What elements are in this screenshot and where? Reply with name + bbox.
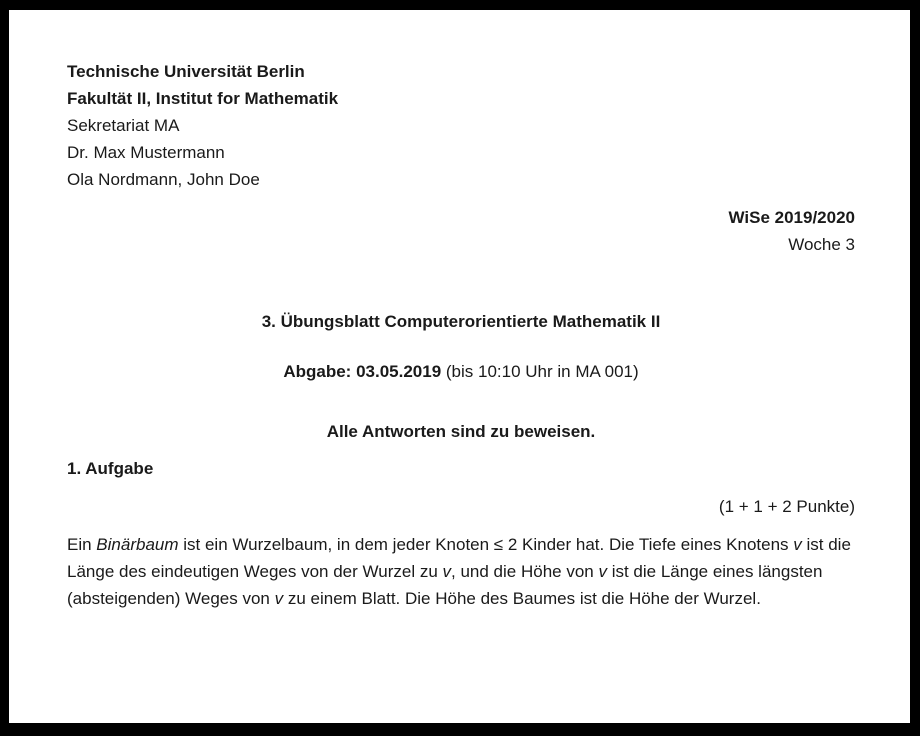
letterhead bbox=[67, 58, 855, 193]
exercise-points: (1 + 1 + 2 Punkte) bbox=[718, 497, 855, 516]
week-label: Woche 3 bbox=[788, 235, 855, 254]
notice-line: Alle Antworten sind zu beweisen. bbox=[326, 422, 596, 441]
paragraph-segment-italic: v bbox=[598, 562, 607, 581]
assistant-names: Ola Nordmann, John Doe bbox=[67, 170, 260, 189]
paragraph-segment: ist ein Wurzelbaum, in dem jeder Knoten ≤ 2 Kinder hat. Die Tiefe eines Knotens bbox=[178, 535, 794, 554]
faculty-name: Fakultät II, Institut for Mathematik bbox=[67, 89, 339, 108]
semester-block bbox=[67, 204, 855, 258]
paragraph-segment-italic: Binärbaum bbox=[96, 535, 179, 554]
semester-label: WiSe 2019/2020 bbox=[728, 208, 855, 227]
paragraph-segment-italic: v bbox=[793, 535, 802, 554]
sheet-title: 3. Übungsblatt Computerorientierte Mathematik II bbox=[261, 312, 661, 331]
deadline-date: Abgabe: 03.05.2019 bbox=[283, 362, 442, 381]
paragraph-segment: , und die Höhe von bbox=[451, 562, 599, 581]
paragraph-segment: ist die Länge eines längsten (absteigenden) Weges von bbox=[67, 562, 823, 608]
deadline-detail: (bis 10:10 Uhr in MA 001) bbox=[441, 362, 639, 381]
paragraph-segment: zu einem Blatt. Die Höhe des Baumes ist die Höhe der Wurzel. bbox=[283, 589, 761, 608]
document-page bbox=[9, 10, 910, 723]
deadline-line bbox=[67, 358, 855, 385]
paragraph-segment: ist die Länge des eindeutigen Weges von der Wurzel zu bbox=[67, 535, 851, 581]
paragraph-segment: Ein bbox=[67, 535, 97, 554]
exercise-paragraph bbox=[67, 531, 855, 612]
paragraph-segment-italic: v bbox=[442, 562, 452, 581]
lecturer-name: Dr. Max Mustermann bbox=[67, 143, 225, 162]
exercise-heading: 1. Aufgabe bbox=[67, 459, 154, 478]
office-name: Sekretariat MA bbox=[67, 116, 180, 135]
paragraph-segment-italic: v bbox=[274, 589, 284, 608]
institution-name: Technische Universität Berlin bbox=[67, 62, 305, 81]
